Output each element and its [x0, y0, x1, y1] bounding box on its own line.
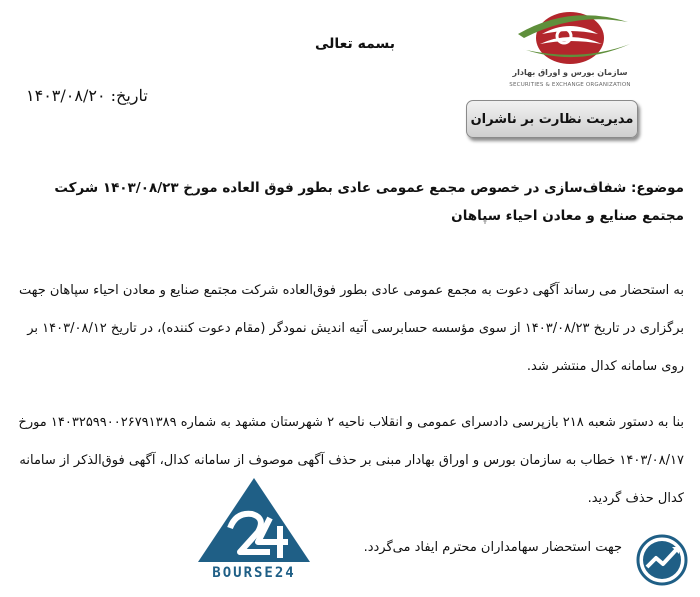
globe-logo-icon	[490, 4, 650, 68]
department-label: مدیریت نظارت بر ناشران	[470, 111, 634, 127]
bourse24-watermark	[196, 476, 312, 584]
chart-arrow-icon	[636, 534, 688, 586]
document-heading: بسمه تعالی	[314, 36, 396, 52]
closing-line: جهت استحضار سهامداران محترم ایفاد می‌گردد.	[363, 540, 622, 555]
paragraph-announcement: به استحضار می رساند آگهی دعوت به مجمع عمومی عادی بطور فوق‌العاده شرکت مجتمع صنایع و معادن احیاء سپاهان جهت برگزاری در تاریخ ۱۴۰۳/۰۸/۲۳ از سوی مؤسسه حسابرسی آتیه اندیش نمودگر (مقام دعوت کننده)، در تاریخ ۱۴۰۳/۰۸/۱۲ بر روی سامانه کدال منتشر شد.	[18, 283, 684, 374]
bourse24-brand: BOURSE24	[212, 565, 296, 581]
organization-logo	[490, 4, 650, 96]
bourse24-triangle-icon	[196, 476, 312, 564]
date-value: ۱۴۰۳/۰۸/۲۰	[26, 86, 106, 105]
paragraph-court-order: بنا به دستور شعبه ۲۱۸ بازپرسی دادسرای عمومی و انقلاب ناحیه ۲ شهرستان مشهد به شماره ۱۴۰۳۲۵۹۹۰۰۲۶۷۹۱۳۸۹ مورخ ۱۴۰۳/۰۸/۱۷ خطاب به سازمان بورس و اوراق بهادار مبنی بر حذف آگهی موصوف از سامانه کدال، آگهی فوق‌الذکر از سامانه کدال حذف گردید.	[18, 415, 684, 506]
document-date	[26, 86, 148, 105]
circle-brand-logo	[636, 534, 688, 586]
date-label: تاریخ:	[110, 86, 148, 105]
organization-name-en: SECURITIES & EXCHANGE ORGANIZATION	[509, 82, 631, 88]
department-box	[466, 100, 638, 138]
letter-subject: موضوع: شفاف‌سازی در خصوص مجمع عمومی عادی بطور فوق العاده مورخ ۱۴۰۳/۰۸/۲۳ شرکت مجتمع صنایع و معادن احیاء سپاهان	[54, 180, 684, 224]
organization-name-fa: سازمان بورس و اوراق بهادار	[512, 68, 628, 77]
